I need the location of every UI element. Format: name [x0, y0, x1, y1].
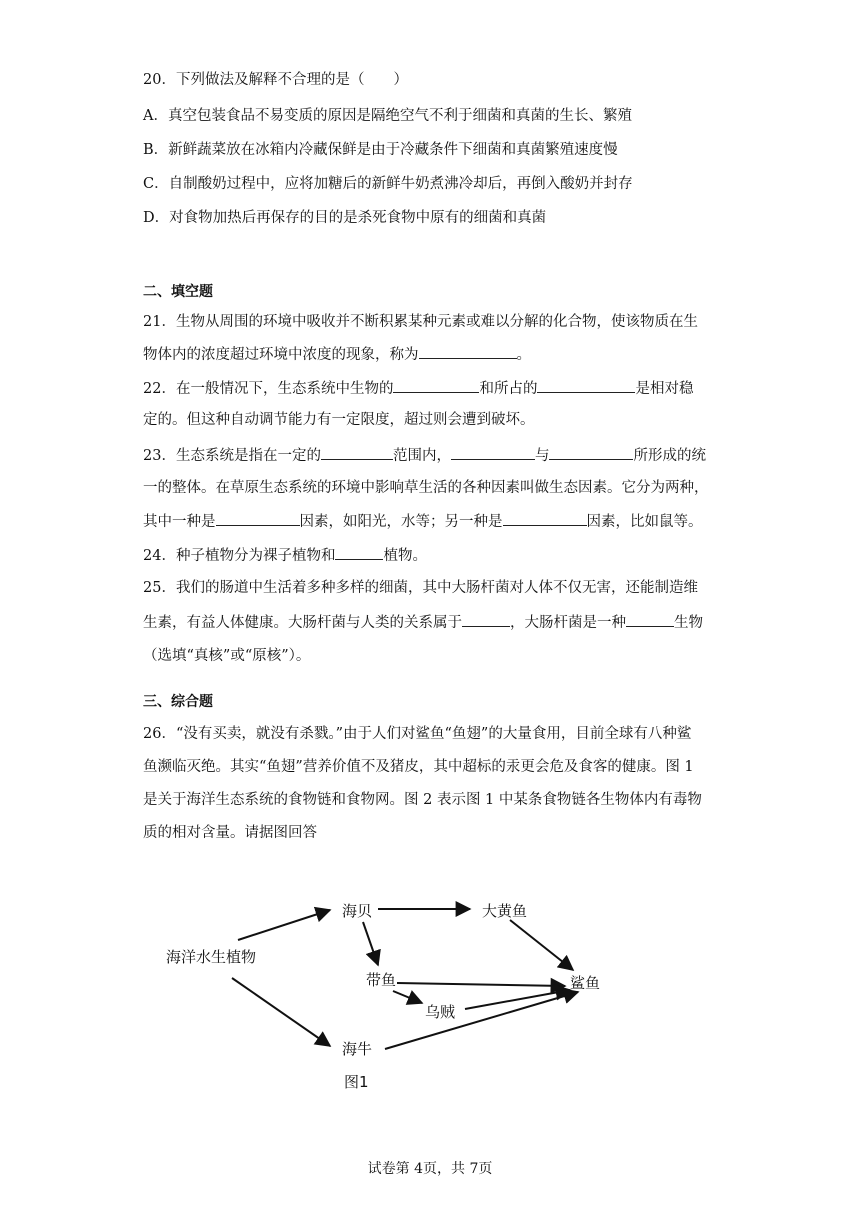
- answer-blank[interactable]: [321, 445, 393, 460]
- q25-line1: 25．我们的肠道中生活着多种多样的细菌，其中大肠杆菌对人体不仅无害，还能制造维: [143, 580, 698, 596]
- arrow-plant-to-seacow: [232, 978, 330, 1046]
- answer-blank[interactable]: [335, 545, 383, 560]
- q26-line1: 26．“没有买卖，就没有杀戮。”由于人们对鲨鱼“鱼翅”的大量食用，目前全球有八种鲨: [143, 726, 692, 742]
- node-seacow: 海牛: [342, 1040, 373, 1058]
- q26-line4: 质的相对含量。请据图回答: [143, 825, 317, 841]
- page-footer: 试卷第 4页，共 7页: [367, 1161, 493, 1177]
- node-shellfish: 海贝: [342, 902, 373, 920]
- food-web-diagram: [0, 880, 860, 1100]
- q23-line3: 其中一种是 因素，如阳光，水等；另一种是 因素，比如鼠等。: [143, 511, 703, 532]
- q22-line2: 定的。但这种自动调节能力有一定限度，超过则会遭到破坏。: [143, 412, 535, 428]
- q20-option-d: D．对食物加热后再保存的目的是杀死食物中原有的细菌和真菌: [143, 210, 547, 226]
- q20-stem: 20．下列做法及解释不合理的是（ ）: [143, 72, 408, 88]
- answer-blank[interactable]: [537, 378, 635, 393]
- arrow-hairtail-to-shark: [397, 983, 565, 986]
- q23-line2: 一的整体。在草原生态系统的环境中影响草生活的各种因素叫做生态因素。它分为两种，: [143, 480, 709, 496]
- answer-blank[interactable]: [393, 378, 479, 393]
- answer-blank[interactable]: [462, 612, 510, 627]
- node-plant: 海洋水生植物: [166, 948, 257, 966]
- q21-line2: 物体内的浓度超过环境中浓度的现象，称为 。: [143, 344, 531, 365]
- q25-line3: （选填“真核”或“原核”）。: [143, 648, 311, 664]
- node-shark: 鲨鱼: [570, 974, 601, 992]
- q20-option-b: B．新鲜蔬菜放在冰箱内冷藏保鲜是由于冷藏条件下细菌和真菌繁殖速度慢: [143, 142, 618, 158]
- q26-line3: 是关于海洋生态系统的食物链和食物网。图 2 表示图 1 中某条食物链各生物体内有毒物: [143, 792, 702, 808]
- q21-line1: 21．生物从周围的环境中吸收并不断积累某种元素或难以分解的化合物，使该物质在生: [143, 314, 698, 330]
- q20-option-c: C．自制酸奶过程中，应将加糖后的新鲜牛奶煮沸冷却后，再倒入酸奶并封存: [143, 176, 633, 192]
- answer-blank[interactable]: [626, 612, 674, 627]
- q20-option-a: A．真空包装食品不易变质的原因是隔绝空气不利于细菌和真菌的生长、繁殖: [143, 108, 632, 124]
- q22-line1: 22．在一般情况下，生态系统中生物的 和所占的 是相对稳: [143, 378, 693, 399]
- figure-caption: 图1: [344, 1073, 369, 1091]
- section-title-fill-in: 二、填空题: [143, 284, 213, 300]
- arrow-hairtail-to-squid: [393, 991, 422, 1003]
- answer-blank[interactable]: [549, 445, 633, 460]
- q25-line2: 生素，有益人体健康。大肠杆菌与人类的关系属于 ，大肠杆菌是一种 生物: [143, 612, 703, 633]
- section-title-comprehensive: 三、综合题: [143, 694, 213, 710]
- answer-blank[interactable]: [419, 344, 517, 359]
- answer-blank[interactable]: [503, 511, 587, 526]
- node-squid: 乌贼: [425, 1003, 456, 1021]
- node-croaker: 大黄鱼: [482, 902, 528, 920]
- node-hairtail: 带鱼: [366, 971, 397, 989]
- answer-blank[interactable]: [451, 445, 535, 460]
- q23-line1: 23．生态系统是指在一定的 范围内， 与 所形成的统: [143, 445, 706, 466]
- arrow-croaker-to-shark: [510, 920, 573, 970]
- arrow-plant-to-shellfish: [238, 910, 330, 940]
- arrow-shellfish-to-hairtail: [363, 922, 378, 965]
- q26-line2: 鱼濒临灭绝。其实“鱼翅”营养价值不及猪皮，其中超标的汞更会危及食客的健康。图 1: [143, 759, 694, 775]
- answer-blank[interactable]: [216, 511, 300, 526]
- q24: 24．种子植物分为裸子植物和 植物。: [143, 545, 427, 566]
